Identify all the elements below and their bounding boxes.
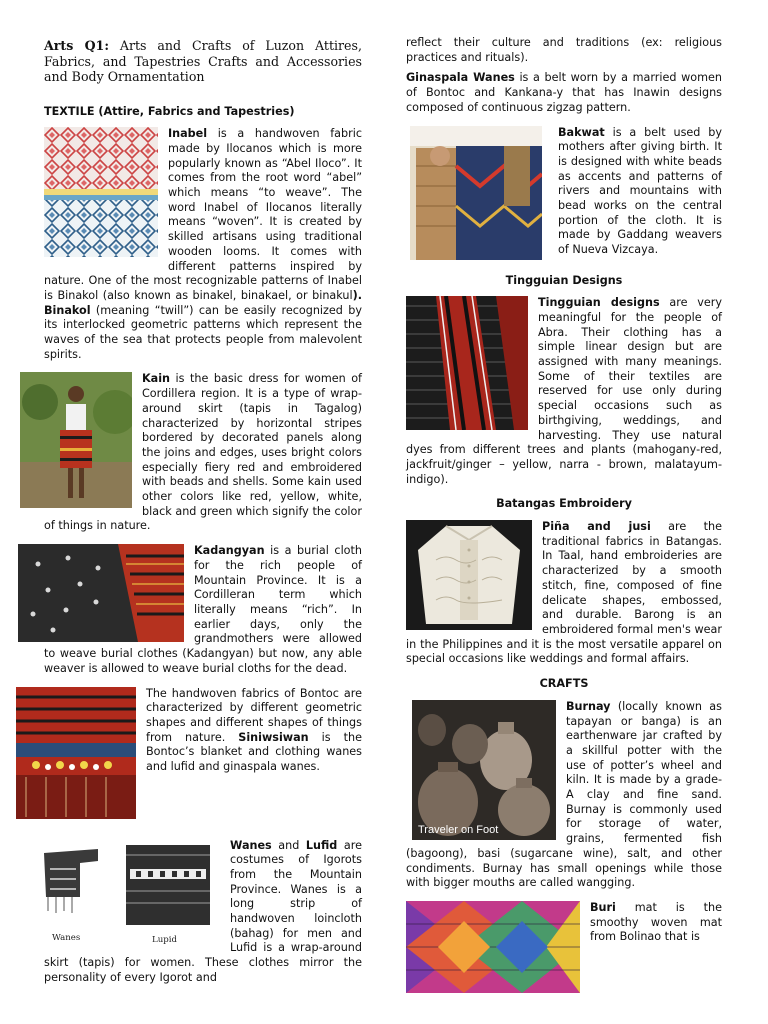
buri-text: mat is the smoothy woven mat from Bolinao that is: [590, 900, 722, 944]
binakol-term: Binakol: [44, 303, 91, 317]
wanes-section: [44, 839, 362, 986]
bontoc-section: [44, 687, 362, 823]
inabel-term: Inabel: [168, 127, 208, 141]
burnay-section: [406, 700, 722, 891]
kain-section: [44, 372, 362, 534]
buri-term: Buri: [590, 900, 616, 914]
bontoc-fabric-image: [16, 687, 136, 819]
siniwsiwan-term: Siniwsiwan: [238, 730, 309, 744]
kain-term: Kain: [142, 372, 171, 386]
inabel-fabric-image: [44, 127, 158, 257]
wanes-term: Wanes: [230, 838, 272, 852]
kain-photo: [20, 372, 132, 508]
bontoc-text: The handwoven fabrics of Bontoc are characterized by different geometric shapes and different shapes of things from nature.: [146, 686, 362, 744]
bakwat-section: [406, 126, 722, 264]
ginaspala-text: is a belt worn by a married women of Bontoc and Kankana-y that has Inawin designs composed of continuous zigzag pattern.: [406, 71, 722, 114]
kadangyan-text: is a burial cloth for the rich people of Mountain Province. It is a Cordilleran term which literally means “rich”. In earlier days, only the grandmothers were allowed to weave burial clothes (Kadangyan) but now, any able weaver is allowed to weave burial cloths for the dead.: [44, 544, 362, 675]
textile-heading: TEXTILE (Attire, Fabrics and Tapestries): [44, 104, 295, 118]
pina-jusi-term: Piña and jusi: [542, 520, 651, 534]
right-column: [406, 36, 722, 997]
inabel-text: is a handwoven fabric made by Ilocanos which is more popularly known as “Abel Iloco”. It comes from the root word “abel” which means “to weave”. The word Inabel of Ilocanos literally means “woven”. It is created by skilled artisans using traditional wooden looms. It comes with different patterns inspired by nature. One of the most recognizable patterns of Inabel is Binakol (also known as binakel, binakael, or binakul: [44, 127, 362, 302]
title-text: Arts and Crafts of Luzon Attires, Fabrics, and Tapestries Crafts and Accessories and Body Ornamentation: [44, 38, 362, 84]
burnay-term: Burnay: [566, 699, 611, 713]
culture-continuation-text: reflect their culture and traditions (ex: religious practices and rituals).: [406, 36, 722, 64]
burnay-jars-photo: [412, 700, 556, 840]
kadangyan-section: [44, 544, 362, 676]
tingguian-heading: Tingguian Designs: [505, 273, 623, 287]
photo-credit: Traveler on Foot: [418, 824, 499, 837]
bakwat-text: is a belt used by mothers after giving birth. It is designed with white beads as accents and patterns of rivers and mountains with bead works on the central portion of the cloth. It is made by Gaddang weavers of Nueva Vizcaya.: [558, 125, 722, 257]
wanes-lupid-illustration: [40, 839, 220, 933]
batangas-heading: Batangas Embroidery: [496, 497, 632, 511]
tingguian-text: are very meaningful for the people of Abra. Their clothing has a simple linear design but are assigned with many meanings. Some of their textiles are reserved for use only during special occasions such as birthgiving, weddings, and harvesting. They use natural dyes from different trees and plants (mahogany-red, jackfruit/ginger – yellow, narra - brown, malatayum-indigo).: [406, 296, 722, 486]
bakwat-belt-photo: [410, 126, 542, 260]
tingguian-textile-photo: [406, 296, 528, 430]
batangas-section: [406, 520, 722, 667]
title-prefix: Arts Q1:: [44, 38, 109, 53]
burnay-text: (locally known as tapayan or banga) is an earthenware jar crafted by a skillful potter with the use of potter’s wheel and kiln. It is made by a grade-A clay and fine sand. Burnay is commonly used for storage of water, grains, fermented fish (bagoong), basi (sugarcane wine), salt, and other condiments. Burnay has small openings while those with bigger mouths are called wangging.: [406, 699, 722, 890]
wanes-text: are costumes of Igorots from the Mountain Province. Wanes is a long strip of handwoven loincloth (bahag) for men and Lufid is a wrap-around skirt (tapis) for women. These clothes mirror the personality of every Igorot and: [44, 838, 362, 984]
ginaspala-section: [406, 71, 722, 115]
siniwsiwan-text: is the Bontoc’s blanket and clothing wanes and lufid and ginaspala wanes.: [146, 730, 362, 774]
buri-mat-photo: [406, 901, 580, 993]
lufid-term: Lufid: [305, 838, 338, 852]
kadangyan-cloth-image: [18, 544, 184, 642]
batangas-text: are the traditional fabrics in Batangas. In Taal, hand embroideries are characterized by a smooth stitch, fine, composed of fine delicate shapes, embossed, and durable. Barong is an embroidered formal men's wear in the Philippines and it is the most versatile apparel on special occasions like weddings and formal affairs.: [406, 520, 722, 666]
lupid-caption: Lupid: [152, 934, 177, 945]
inabel-close: ).: [352, 288, 362, 302]
wanes-lupid-drawing: [40, 839, 220, 945]
kadangyan-term: Kadangyan: [194, 544, 265, 558]
wanes-caption: Wanes: [52, 932, 81, 943]
kain-text: is the basic dress for women of Cordillera region. It is a type of wrap-around skirt (tapis in Tagalog) characterized by horizontal stripes bordered by decorated panels along the joins and edges, uses bright colors especially fiery red and embroidered with beads and shells. Some kain used other colors like red, yellow, white, black and green which signify the color of things in nature.: [44, 372, 362, 533]
ginaspala-term: Ginaspala Wanes: [406, 71, 515, 85]
left-column: [44, 38, 362, 996]
tingguian-term: Tingguian designs: [538, 296, 660, 310]
buri-section: [406, 901, 722, 945]
inabel-section: [44, 127, 362, 362]
page-title: [44, 38, 362, 85]
bakwat-term: Bakwat: [558, 125, 605, 139]
burnay-photo-frame: [412, 700, 556, 840]
tingguian-section: [406, 296, 722, 487]
binakol-text: (meaning “twill”) can be easily recognized by its interlocked geometric patterns which represent the waves of the sea that protects people from malevolent spirits.: [44, 303, 362, 361]
barong-photo: [406, 520, 532, 630]
wanes-and: and: [271, 838, 306, 852]
crafts-heading: CRAFTS: [539, 677, 589, 691]
